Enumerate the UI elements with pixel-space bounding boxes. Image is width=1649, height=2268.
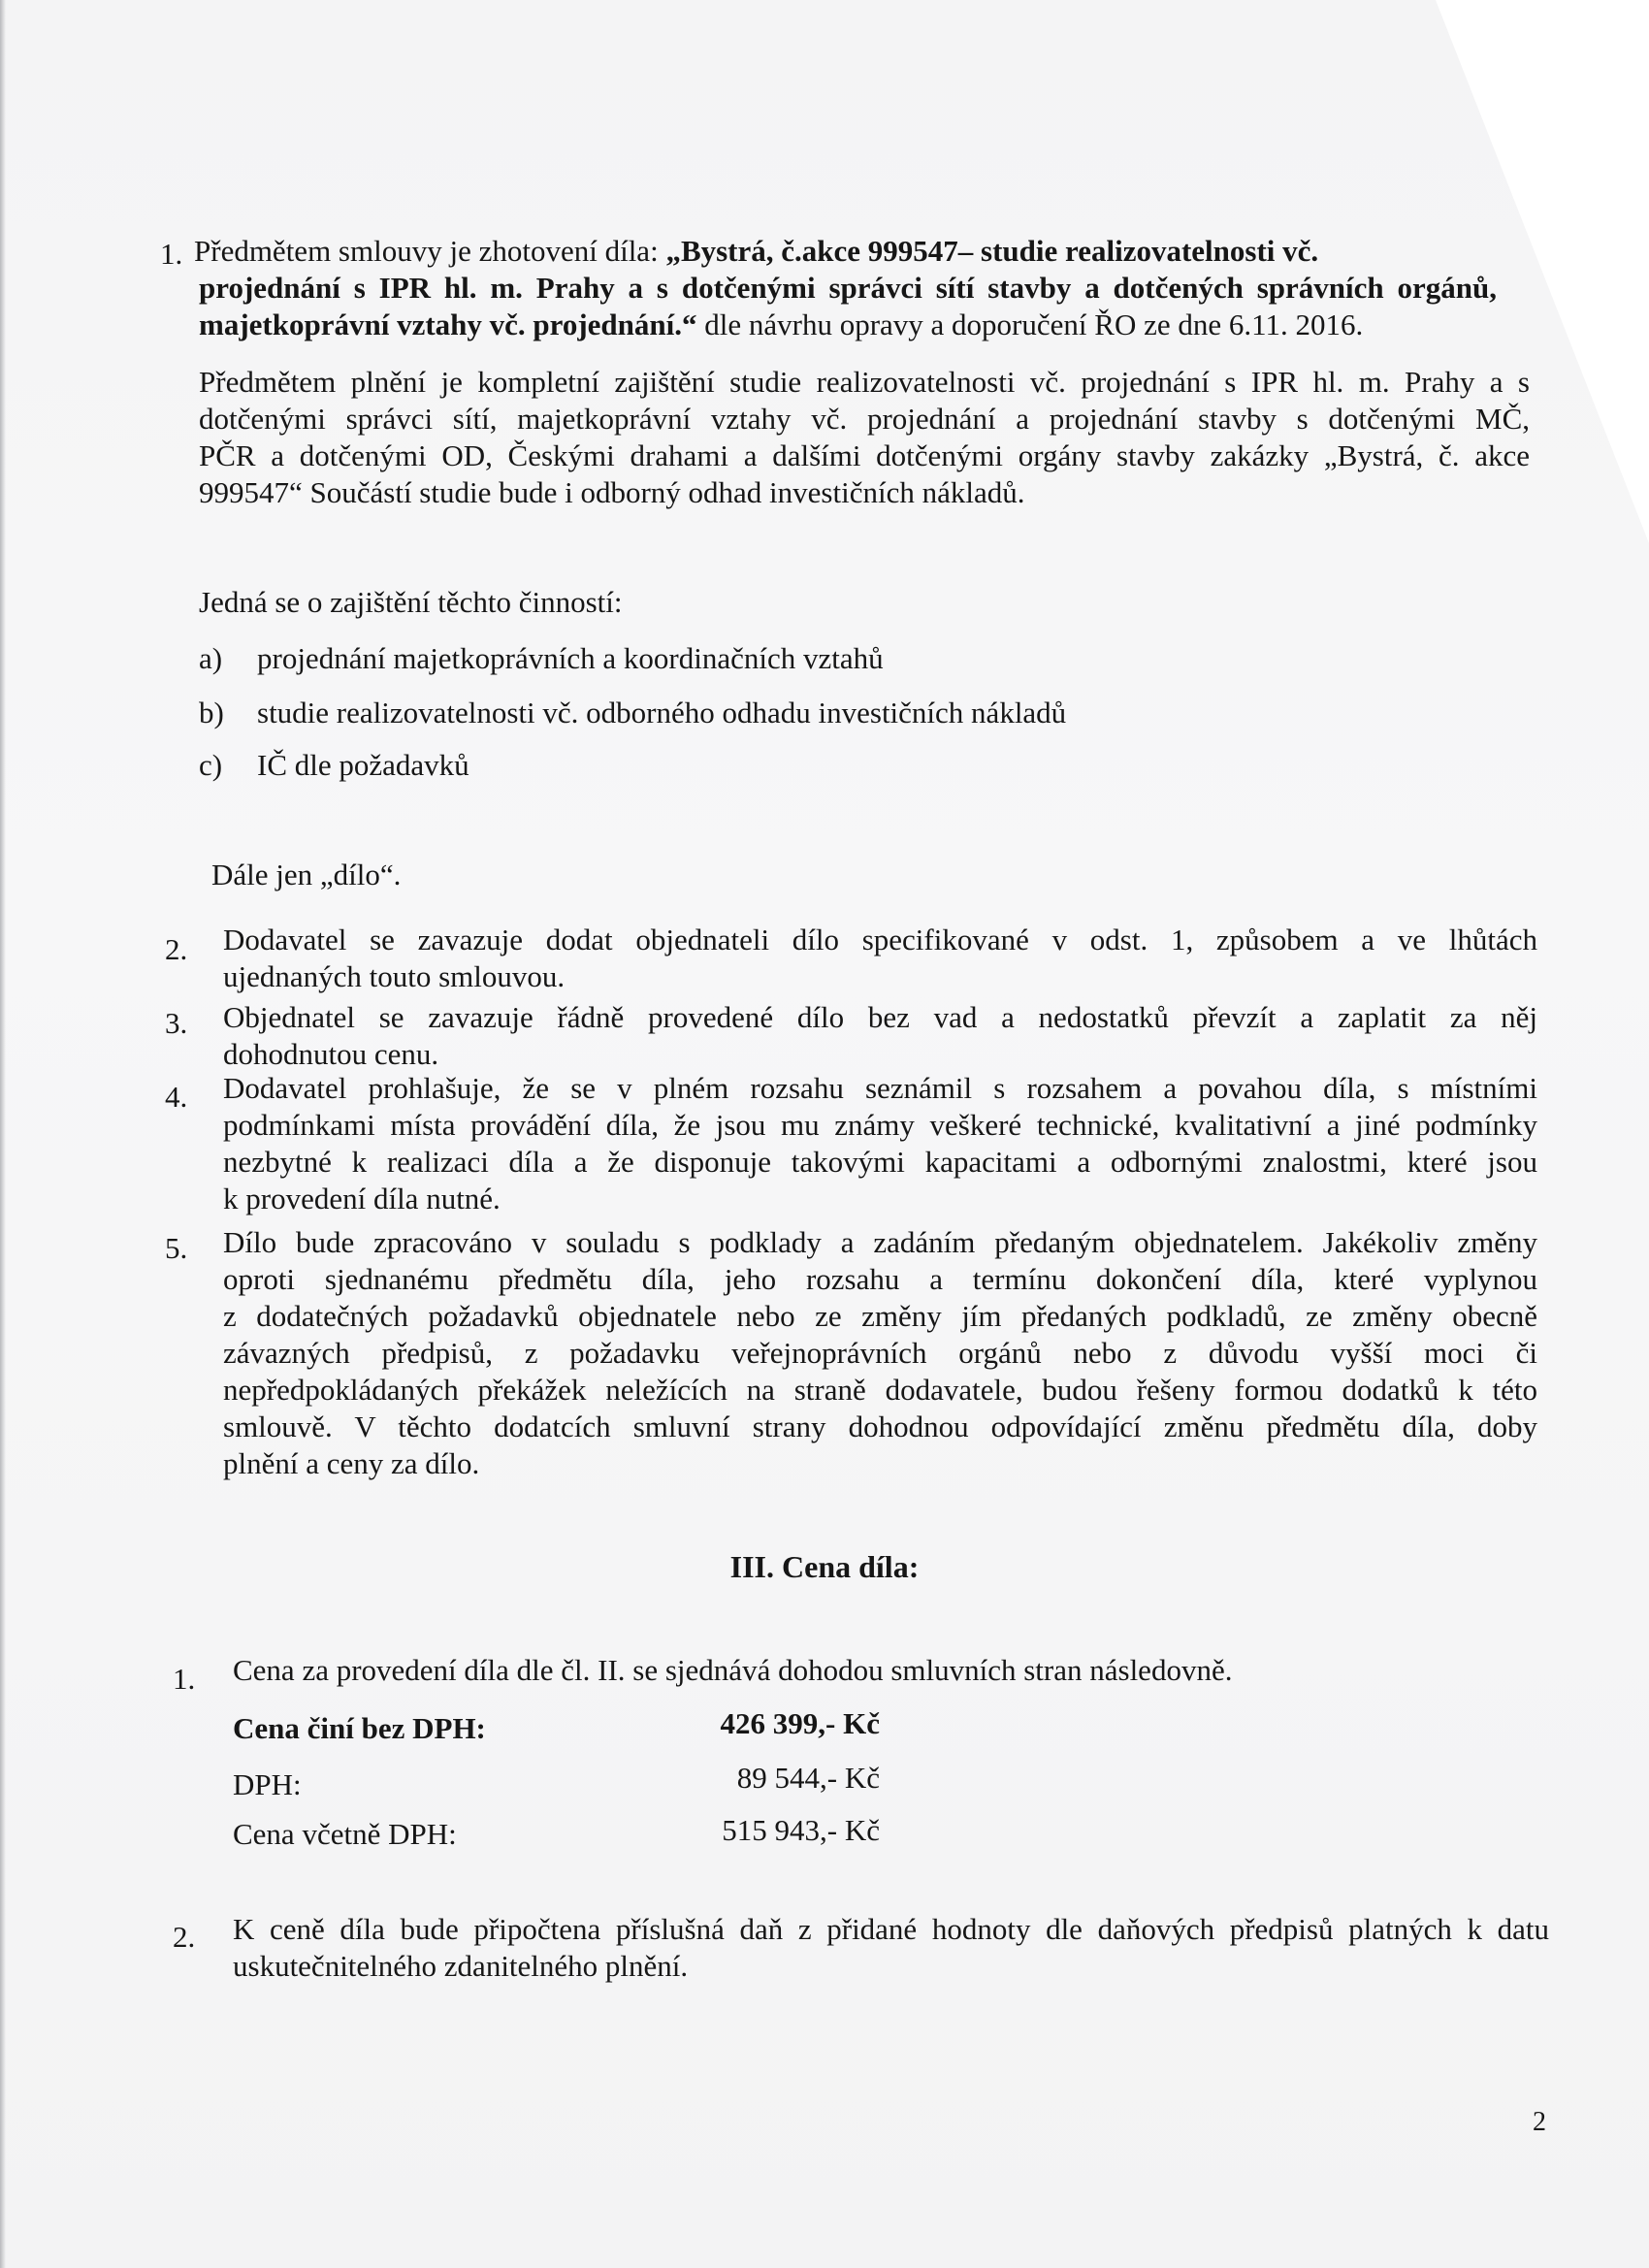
item-number: 2. (173, 1920, 196, 1954)
activity-text: IČ dle požadavků (257, 748, 469, 782)
activity-text: studie realizovatelnosti vč. odborného odhadu investičních nákladů (257, 696, 1067, 729)
item-line: Dílo bude zpracováno v souladu s podklady a zadáním předaným objednatelem. Jakékoliv změny (223, 1225, 1537, 1259)
price-label-vat: DPH: (233, 1767, 302, 1801)
item-line: smlouvě. V těchto dodatcích smluvní strany dohodnou odpovídající změnu předmětu díla, doby (223, 1409, 1537, 1443)
item1-line3-bold: majetkoprávní vztahy vč. projednání.“ (199, 308, 697, 341)
item1-line3-normal: dle návrhu opravy a doporučení ŘO ze dne 6.11. 2016. (696, 308, 1364, 341)
activity-letter: c) (199, 748, 223, 782)
price-value-vat: 89 544,- Kč (736, 1761, 880, 1795)
item-line: podmínkami místa provádění díla, že jsou mu známy veškeré technické, kvalitativní a jiné podmínky (223, 1108, 1537, 1142)
price-label-without-vat: Cena činí bez DPH: (233, 1711, 486, 1745)
item-line: nezbytné k realizaci díla a že disponuje takovými kapacitami a odbornými znalostmi, které jsou (223, 1145, 1537, 1179)
item-number: 3. (165, 1006, 188, 1040)
item-line: K ceně díla bude připočtena příslušná daň z přidané hodnoty dle daňových předpisů platných k datu (233, 1912, 1549, 1946)
activity-text: projednání majetkoprávních a koordinačních vztahů (257, 641, 884, 675)
item1-para2-line1: Předmětem plnění je kompletní zajištění studie realizovatelnosti vč. projednání s IPR hl. m. Prahy a s (199, 365, 1530, 399)
price-label-with-vat: Cena včetně DPH: (233, 1817, 457, 1851)
activity-letter: a) (199, 641, 223, 675)
price-intro: Cena za provedení díla dle čl. II. se sjednává dohodou smluvních stran následovně. (233, 1653, 1233, 1687)
item-number: 5. (165, 1231, 188, 1265)
item-line: nepředpokládaných překážek neležících na straně dodavatele, budou řešeny formou dodatků k této (223, 1373, 1537, 1407)
item1-para2-line3: PČR a dotčenými OD, Českými drahami a dalšími dotčenými orgány stavby zakázky „Bystrá, č. akce (199, 438, 1530, 472)
price-value-without-vat: 426 399,- Kč (720, 1706, 880, 1740)
activities-intro: Jedná se o zajištění těchto činností: (199, 585, 623, 619)
item1-line3 (199, 307, 1479, 343)
item1-line1-bold: „Bystrá, č.akce 999547– studie realizovatelnosti vč. (665, 234, 1319, 268)
item-line: Objednatel se zavazuje řádně provedené dílo bez vad a nedostatků převzít a zaplatit za něj (223, 1000, 1537, 1034)
item1-line1-normal: Předmětem smlouvy je zhotovení díla: (194, 234, 666, 268)
item-line: plnění a ceny za dílo. (223, 1446, 480, 1480)
item-number: 2. (165, 932, 188, 966)
item1-line1 (194, 233, 1416, 270)
item1-para2-line2: dotčenými správci sítí, majetkoprávní vztahy vč. projednání a projednání stavby s dotčenými MČ, (199, 402, 1530, 436)
item-line: oproti sjednanému předmětu díla, jeho rozsahu a termínu dokončení díla, které vyplynou (223, 1262, 1537, 1296)
section-heading: III. Cena díla: (729, 1549, 920, 1584)
item-number: 1. (173, 1662, 196, 1696)
dale-jen: Dále jen „dílo“. (211, 858, 402, 891)
item-line: závazných předpisů, z požadavku veřejnoprávních orgánů nebo z důvodu vyšší moci či (223, 1336, 1537, 1370)
item-line: dohodnutou cenu. (223, 1037, 439, 1071)
item-line: uskutečnitelného zdanitelného plnění. (233, 1949, 689, 1983)
activity-letter: b) (199, 696, 224, 729)
page-number: 2 (1533, 2107, 1546, 2137)
item-line: ujednaných touto smlouvou. (223, 959, 566, 993)
item1-para2-line4: 999547“ Součástí studie bude i odborný odhad investičních nákladů. (199, 475, 1025, 509)
item-number: 4. (165, 1080, 188, 1114)
item-line: Dodavatel prohlašuje, že se v plném rozsahu seznámil s rozsahem a povahou díla, s místními (223, 1071, 1537, 1105)
item-line: k provedení díla nutné. (223, 1182, 501, 1215)
item-line: z dodatečných požadavků objednatele nebo ze změny jím předaných podkladů, ze změny obecně (223, 1299, 1537, 1333)
item-line: Dodavatel se zavazuje dodat objednateli dílo specifikované v odst. 1, způsobem a ve lhůtách (223, 923, 1537, 956)
item1-line2: projednání s IPR hl. m. Prahy a s dotčenými správci sítí stavby a dotčených správních orgánů, (199, 271, 1497, 305)
item-number: 1. (160, 237, 183, 271)
price-value-with-vat: 515 943,- Kč (722, 1813, 880, 1847)
